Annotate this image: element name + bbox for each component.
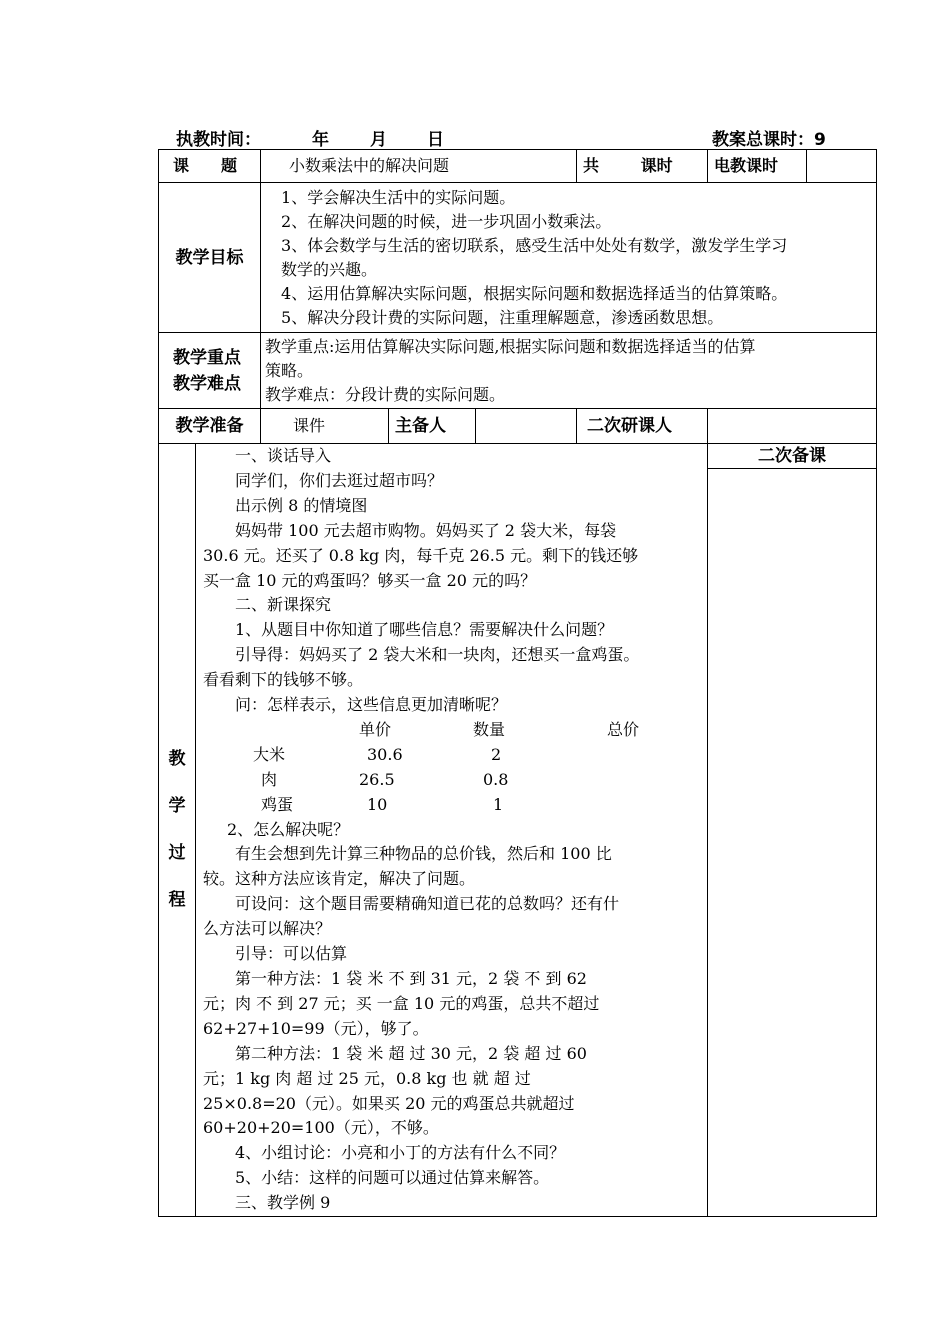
av-hours-value bbox=[807, 150, 877, 183]
goal-item: 5、解决分段计费的实际问题，注重理解题意，渗透函数思想。 bbox=[281, 307, 724, 327]
item-price: 26.5 bbox=[359, 769, 395, 789]
second-prep-cell bbox=[708, 444, 877, 1217]
keshi-label: 课时 bbox=[640, 156, 673, 175]
process-label bbox=[159, 444, 196, 1217]
difficulty-label: 教学难点 bbox=[173, 373, 241, 394]
key-points-label bbox=[159, 333, 261, 409]
process-char: 程 bbox=[168, 890, 186, 911]
item-qty: 1 bbox=[493, 794, 504, 814]
process-line: 30.6 元。还买了 0.8 kg 肉，每千克 26.5 元。剩下的钱还够 bbox=[203, 545, 639, 565]
main-preparer-value bbox=[476, 409, 577, 444]
month-label: 月 bbox=[370, 130, 387, 150]
goal-item: 4、运用估算解决实际问题，根据实际问题和数据选择适当的估算策略。 bbox=[281, 283, 788, 303]
topic-label: 课 题 bbox=[159, 150, 261, 183]
prep-value: 课件 bbox=[261, 409, 389, 444]
teaching-time-label: 执教时间： bbox=[176, 130, 261, 150]
price-table-row bbox=[203, 793, 701, 818]
process-line: 妈妈带 100 元去超市购物。妈妈买了 2 袋大米，每袋 bbox=[235, 520, 617, 540]
key-point-text: 教学重点:运用估算解决实际问题,根据实际问题和数据选择适当的估算 bbox=[265, 336, 756, 356]
topic-row bbox=[159, 150, 877, 183]
process-line: 较。这种方法应该肯定，解决了问题。 bbox=[203, 869, 476, 889]
header-unit-price: 单价 bbox=[359, 719, 392, 739]
process-line: 1、从题目中你知道了哪些信息？需要解决什么问题？ bbox=[235, 620, 614, 640]
lesson-header bbox=[176, 125, 876, 149]
process-line: 同学们，你们去逛过超市吗？ bbox=[235, 470, 444, 490]
topic-value: 小数乘法中的解决问题 bbox=[261, 150, 577, 183]
process-line: 一、谈话导入 bbox=[235, 446, 332, 465]
header-total: 总价 bbox=[607, 719, 640, 739]
price-table-header bbox=[203, 718, 701, 743]
process-line: 可设问：这个题目需要精确知道已花的总数吗？还有什 bbox=[235, 894, 620, 914]
process-line: 买一盒 10 元的鸡蛋吗？够买一盒 20 元的吗？ bbox=[203, 570, 537, 590]
item-price: 30.6 bbox=[367, 744, 403, 764]
process-line: 元；1 kg 肉 超 过 25 元，0.8 kg 也 就 超 过 bbox=[203, 1068, 531, 1088]
key-points-content bbox=[261, 333, 877, 409]
item-name: 鸡蛋 bbox=[261, 794, 294, 814]
process-line: 元；肉 不 到 27 元；买 一盒 10 元的鸡蛋，总共不超过 bbox=[203, 993, 600, 1013]
item-qty: 0.8 bbox=[483, 769, 509, 789]
process-line: 三、教学例 9 bbox=[235, 1193, 331, 1213]
process-char: 学 bbox=[168, 796, 186, 817]
item-name: 肉 bbox=[261, 769, 278, 789]
main-preparer-label: 主备人 bbox=[389, 409, 476, 444]
item-qty: 2 bbox=[491, 744, 502, 764]
price-table-row bbox=[203, 743, 701, 768]
av-hours-label: 电教课时 bbox=[708, 150, 807, 183]
goal-item: 1、学会解决生活中的实际问题。 bbox=[281, 187, 516, 207]
goals-row bbox=[159, 183, 877, 333]
process-row bbox=[159, 444, 877, 1217]
header-quantity: 数量 bbox=[473, 719, 506, 739]
lesson-plan-table bbox=[158, 149, 877, 1217]
year-label: 年 bbox=[312, 130, 329, 150]
second-review-label: 二次研课人 bbox=[577, 409, 708, 444]
process-line: 4、小组讨论：小亮和小丁的方法有什么不同？ bbox=[235, 1143, 566, 1163]
process-char: 过 bbox=[168, 843, 186, 864]
key-point-text-continued: 策略。 bbox=[265, 360, 314, 380]
process-line: 2、怎么解决呢？ bbox=[227, 819, 350, 839]
process-char: 教 bbox=[168, 749, 186, 770]
item-name: 大米 bbox=[253, 744, 286, 764]
key-points-row bbox=[159, 333, 877, 409]
process-line: 第二种方法：1 袋 米 超 过 30 元，2 袋 超 过 60 bbox=[235, 1043, 587, 1063]
day-label: 日 bbox=[427, 130, 444, 150]
difficulty-text: 教学难点：分段计费的实际问题。 bbox=[265, 384, 506, 404]
gong-label: 共 bbox=[583, 156, 600, 175]
second-review-value bbox=[708, 409, 877, 444]
total-count-cell bbox=[577, 150, 708, 183]
total-lessons-label: 教案总课时：9 bbox=[712, 130, 826, 150]
process-line: 60+20+20=100（元），不够。 bbox=[203, 1118, 439, 1138]
process-line: 62+27+10=99（元），够了。 bbox=[203, 1018, 429, 1038]
process-content bbox=[196, 444, 708, 1217]
process-line: 引导：可以估算 bbox=[235, 944, 348, 964]
goals-content bbox=[261, 183, 877, 333]
goal-item-continued: 数学的兴趣。 bbox=[281, 259, 378, 279]
second-prep-label: 二次备课 bbox=[708, 444, 876, 469]
process-line: 第一种方法：1 袋 米 不 到 31 元，2 袋 不 到 62 bbox=[235, 968, 587, 988]
process-line: 二、新课探究 bbox=[235, 595, 332, 615]
process-line: 出示例 8 的情境图 bbox=[235, 495, 368, 515]
key-point-label: 教学重点 bbox=[173, 347, 241, 368]
goal-item: 2、在解决问题的时候，进一步巩固小数乘法。 bbox=[281, 211, 612, 231]
process-line: 问：怎样表示，这些信息更加清晰呢？ bbox=[235, 695, 508, 715]
process-line: 25×0.8=20（元）。如果买 20 元的鸡蛋总共就超过 bbox=[203, 1093, 575, 1113]
goals-label: 教学目标 bbox=[159, 183, 261, 333]
goal-item: 3、体会数学与生活的密切联系，感受生活中处处有数学，激发学生学习 bbox=[281, 235, 788, 255]
item-price: 10 bbox=[367, 794, 388, 814]
prep-label: 教学准备 bbox=[159, 409, 261, 444]
prep-row bbox=[159, 409, 877, 444]
process-line: 么方法可以解决？ bbox=[203, 919, 332, 939]
process-line: 有生会想到先计算三种物品的总价钱，然后和 100 比 bbox=[235, 844, 612, 864]
process-line: 引导得：妈妈买了 2 袋大米和一块肉，还想买一盒鸡蛋。 bbox=[235, 645, 640, 665]
process-line: 看看剩下的钱够不够。 bbox=[203, 670, 364, 690]
price-table-row bbox=[203, 768, 701, 793]
process-line: 5、小结：这样的问题可以通过估算来解答。 bbox=[235, 1168, 550, 1188]
